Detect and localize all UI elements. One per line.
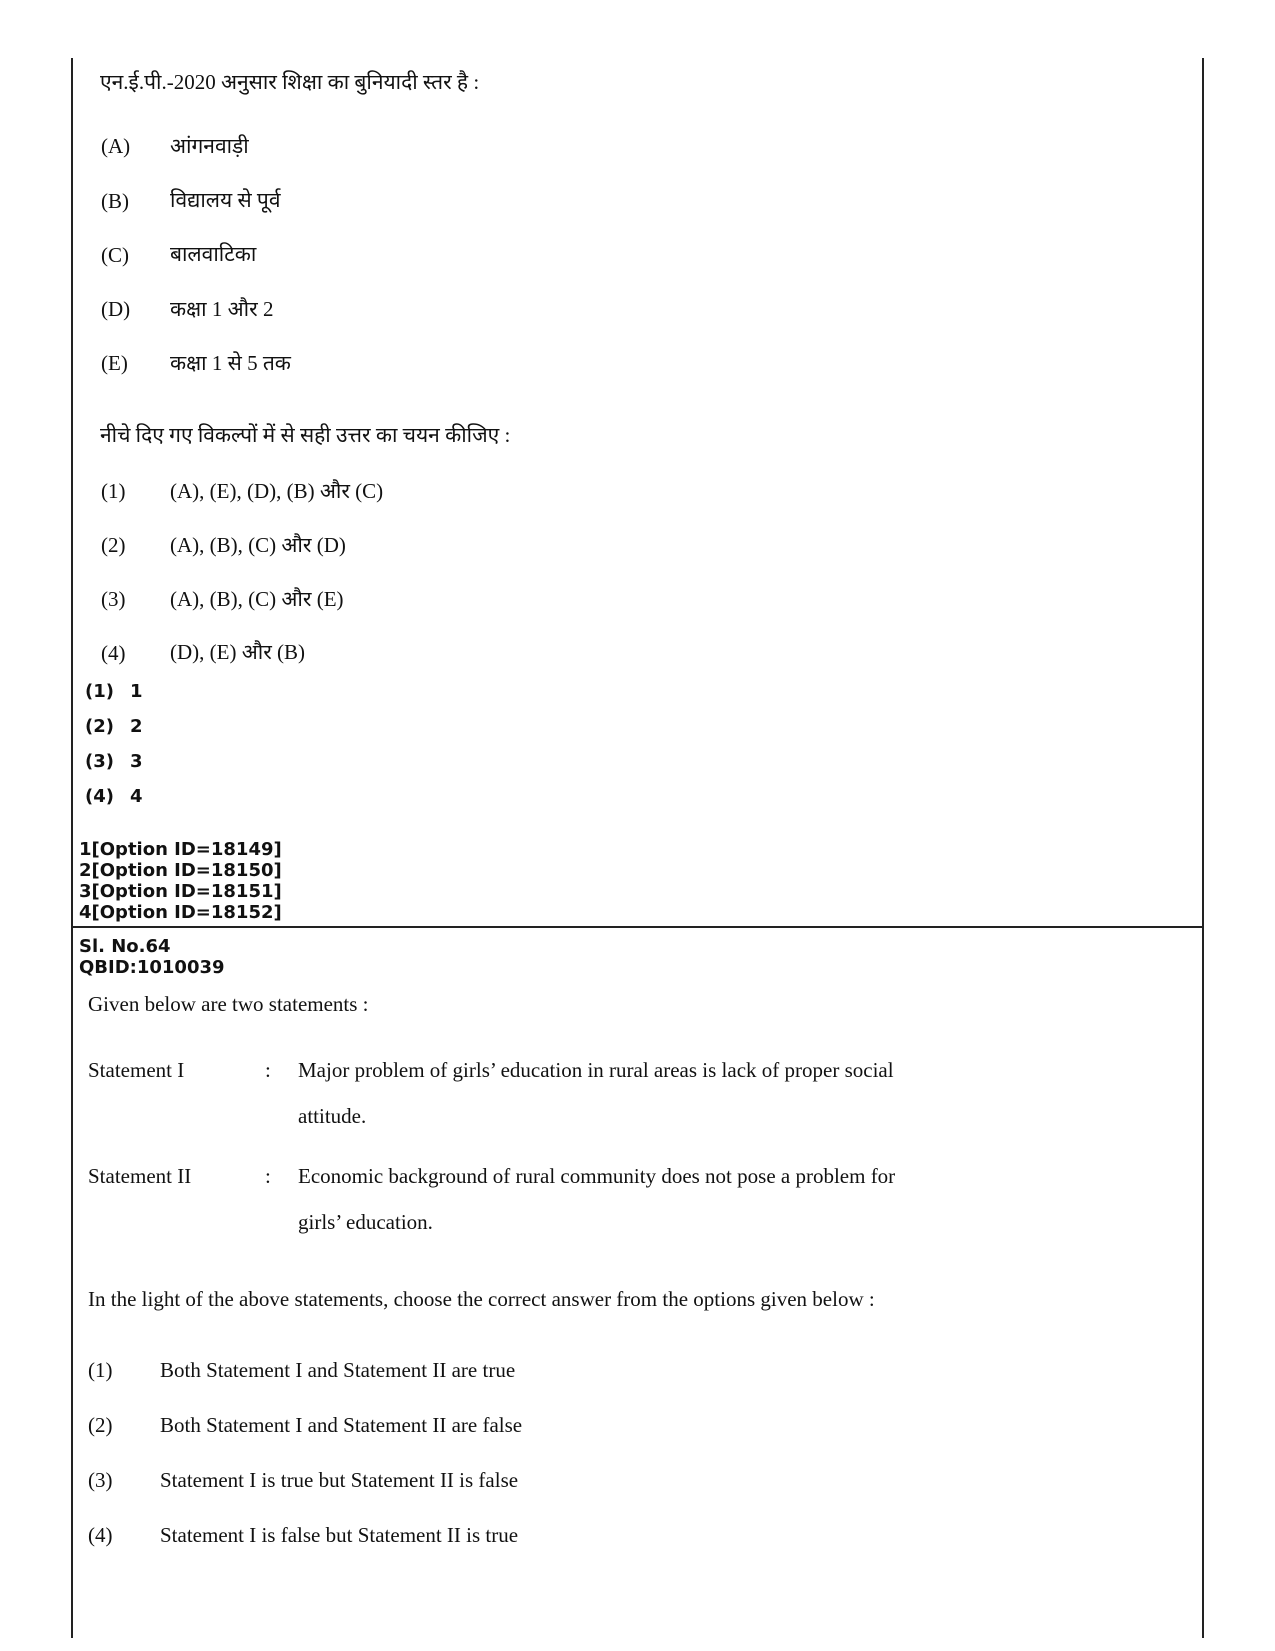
question-text: एन.ई.पी.-2020 अनुसार शिक्षा का बुनियादी स्तर है : (100, 70, 480, 94)
item-text-c: बालवाटिका (170, 242, 257, 266)
option-label-2: (2) (101, 533, 126, 557)
item-label-d: (D) (101, 297, 131, 321)
instruction-text: नीचे दिए गए विकल्पों में से सही उत्तर का चयन कीजिए : (100, 423, 511, 447)
option-text-3: (A), (B), (C) और (E) (170, 587, 344, 611)
option-id-3: 3[Option ID=18151] (79, 881, 282, 902)
statement-2-label: Statement II (88, 1164, 192, 1188)
item-text-e: कक्षा 1 से 5 तक (170, 351, 291, 375)
en-option-text-2: Both Statement I and Statement II are false (160, 1413, 523, 1437)
statement-1-colon: : (265, 1058, 271, 1082)
choice-label-4: (4) (85, 786, 114, 807)
item-label-a: (A) (101, 134, 131, 158)
en-option-label-4: (4) (88, 1523, 113, 1547)
item-label-e: (E) (101, 351, 128, 375)
statement-1-line1: Major problem of girls’ education in rural areas is lack of proper social (298, 1058, 894, 1082)
choice-label-1: (1) (85, 681, 114, 702)
choice-value-1: 1 (130, 681, 143, 702)
option-text-4: (D), (E) और (B) (170, 640, 306, 664)
item-text-a: आंगनवाड़ी (170, 134, 249, 158)
item-text-d: कक्षा 1 और 2 (170, 297, 274, 321)
option-text-1: (A), (E), (D), (B) और (C) (170, 479, 384, 503)
item-label-c: (C) (101, 243, 129, 267)
option-id-1: 1[Option ID=18149] (79, 839, 282, 860)
statement-2-colon: : (265, 1164, 271, 1188)
choice-value-3: 3 (130, 751, 143, 772)
option-label-4: (4) (101, 641, 126, 665)
en-option-text-4: Statement I is false but Statement II is true (160, 1523, 519, 1547)
statement-2-line1: Economic background of rural community does not pose a problem for (298, 1164, 896, 1188)
en-option-text-1: Both Statement I and Statement II are true (160, 1358, 516, 1382)
statement-1-line2: attitude. (298, 1104, 367, 1128)
option-label-3: (3) (101, 587, 126, 611)
en-option-label-1: (1) (88, 1358, 113, 1382)
option-id-2: 2[Option ID=18150] (79, 860, 282, 881)
left-border (71, 58, 73, 1638)
en-option-text-3: Statement I is true but Statement II is false (160, 1468, 519, 1492)
option-label-1: (1) (101, 479, 126, 503)
choice-value-2: 2 (130, 716, 143, 737)
right-border (1202, 58, 1204, 1638)
option-text-2: (A), (B), (C) और (D) (170, 533, 346, 557)
statement-2-line2: girls’ education. (298, 1210, 433, 1234)
en-option-label-3: (3) (88, 1468, 113, 1492)
statement-1-label: Statement I (88, 1058, 185, 1082)
instruction-text-english: In the light of the above statements, choose the correct answer from the options given below : (88, 1287, 875, 1311)
qbid: QBID:1010039 (79, 957, 225, 978)
choice-value-4: 4 (130, 786, 143, 807)
choice-label-3: (3) (85, 751, 114, 772)
question-divider (71, 926, 1204, 928)
item-label-b: (B) (101, 189, 129, 213)
question-intro: Given below are two statements : (88, 992, 369, 1016)
choice-label-2: (2) (85, 716, 114, 737)
option-id-4: 4[Option ID=18152] (79, 902, 282, 923)
item-text-b: विद्यालय से पूर्व (170, 188, 281, 212)
serial-number: Sl. No.64 (79, 936, 171, 957)
en-option-label-2: (2) (88, 1413, 113, 1437)
